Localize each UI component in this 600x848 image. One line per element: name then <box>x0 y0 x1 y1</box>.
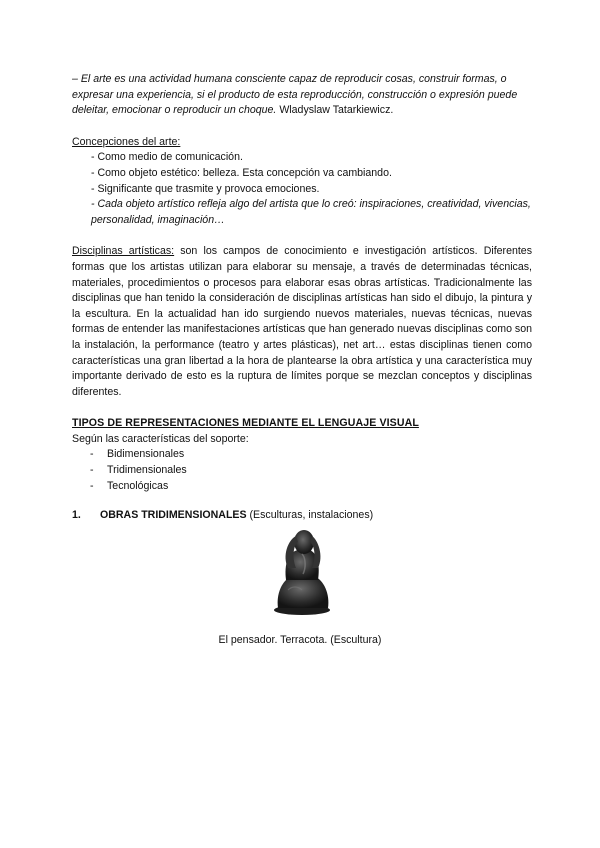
section-heading <box>72 508 532 524</box>
concepciones-item: - Como objeto estético: belleza. Esta concepción va cambiando. <box>91 166 392 179</box>
document-page <box>72 72 532 524</box>
concepciones-title: Concepciones del arte: <box>72 135 181 148</box>
disciplinas-text: son los campos de conocimiento e investigación artísticos. Diferentes formas que los artistas utilizan para elaborar su mensaje, a través de determinadas técnicas, materiales, procedimientos o procesos para elaborar esas obras artísticas. Tradicionalmente las disciplinas que han tenido la consideración de disciplinas artísticas han sido el dibujo, la pintura y la escultura. En la actualidad han ido surgiendo nuevos materiales, nuevas técnicas, nuevas formas de entender las manifestaciones artísticas que han generado nuevas disciplinas como son la instalación, la performance (teatro y artes plásticas), net art… estas disciplinas tienen como características una gran libertad a la hora de plantearse la obra artística y una característica muy importante derivado de esto es la ruptura de límites porque se mezclan conceptos y disciplinas diferentes. <box>72 245 532 398</box>
list-item: - Bidimensionales <box>90 448 185 461</box>
quote-author: Wladyslaw Tatarkiewicz. <box>279 104 394 117</box>
section-note: (Esculturas, instalaciones) <box>246 509 374 522</box>
figure-caption: El pensador. Terracota. (Escultura) <box>218 634 382 646</box>
disciplinas-label: Disciplinas artísticas: <box>72 245 175 258</box>
concepciones-item: - Significante que trasmite y provoca emociones. <box>91 182 320 195</box>
quote-text: – El arte es una actividad humana consciente capaz de reproducir cosas, construir formas, o expresar una experiencia, si el producto de esta reproducción, construcción o expresión puede deleitar, emocionar o reproducir un choque. <box>72 73 518 117</box>
concepciones-item <box>72 197 532 228</box>
tipos-subtitle: Según las características del soporte: <box>72 432 249 445</box>
quote-paragraph <box>72 72 532 119</box>
disciplinas-paragraph <box>72 244 532 400</box>
section-number: 1. <box>72 509 81 522</box>
concepciones-item-text: - Cada objeto artístico refleja algo del artista que lo creó: inspiraciones, creatividad, vivencias, personalidad, imaginación… <box>91 198 531 226</box>
list-item: - Tridimensionales <box>90 464 187 477</box>
section-title: OBRAS TRIDIMENSIONALES <box>100 509 247 522</box>
tipos-title: TIPOS DE REPRESENTACIONES MEDIANTE EL LENGUAJE VISUAL <box>72 417 419 430</box>
concepciones-item: - Como medio de comunicación. <box>91 151 243 164</box>
sculpture-image <box>258 524 348 616</box>
tipos-list <box>72 447 532 494</box>
list-item: - Tecnológicas <box>90 479 169 492</box>
sculpture-thinker-icon <box>258 524 348 616</box>
